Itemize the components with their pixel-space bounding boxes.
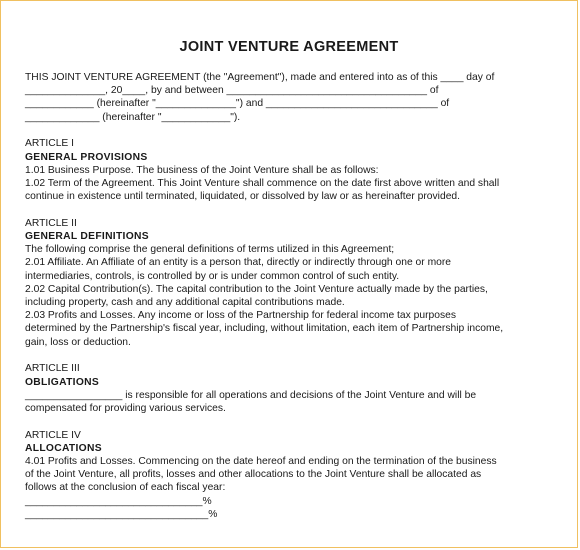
article-heading: OBLIGATIONS [25,376,100,388]
article-number: ARTICLE II [25,217,77,229]
article-1 [25,137,553,203]
article-line: continue in existence until terminated, liquidated, or dissolved by law or as hereinafter provided. [25,191,461,203]
article-2 [25,217,553,349]
article-line: of the Joint Venture, all profits, losses and other allocations to the Joint Venture shall be allocated as [25,469,482,481]
allocation-blank: _______________________________% [25,495,212,507]
article-3 [25,362,553,415]
intro-line: ____________ (hereinafter "______________") and ______________________________ of [25,98,450,110]
article-4 [25,429,553,521]
intro-line: ______________, 20____, by and between ___________________________________ of [25,85,439,97]
article-line: 1.02 Term of the Agreement. This Joint Venture shall commence on the date first above written and shall [25,177,500,189]
article-line: 2.03 Profits and Losses. Any income or loss of the Partnership for federal income tax purposes [25,310,456,322]
article-heading: GENERAL PROVISIONS [25,151,148,163]
article-number: ARTICLE III [25,363,80,375]
article-number: ARTICLE IV [25,429,81,441]
intro-paragraph [25,71,553,124]
article-line: 2.01 Affiliate. An Affiliate of an entity is a person that, directly or indirectly through one or more [25,257,452,269]
article-heading: ALLOCATIONS [25,442,102,454]
article-line: _________________ is responsible for all operations and decisions of the Joint Venture and will be [25,389,477,401]
intro-line: _____________ (hereinafter "____________"). [25,111,241,123]
article-line: including property, cash and any additional capital contributions made. [25,297,345,309]
article-line: 1.01 Business Purpose. The business of the Joint Venture shall be as follows: [25,164,379,176]
article-line: gain, loss or deduction. [25,336,131,348]
article-line: intermediaries, controls, is controlled by or is under common control of such entity. [25,270,400,282]
article-line: follows at the conclusion of each fiscal year: [25,482,226,494]
intro-line: THIS JOINT VENTURE AGREEMENT (the "Agreement"), made and entered into as of this ____ day of [25,72,495,83]
article-heading: GENERAL DEFINITIONS [25,231,149,243]
document-title: JOINT VENTURE AGREEMENT [179,39,399,55]
article-line: determined by the Partnership's fiscal year, including, without limitation, each item of Partnership income, [25,323,504,335]
article-line: compensated for providing various services. [25,402,226,414]
article-number: ARTICLE I [25,138,75,150]
allocation-blank: ________________________________% [25,508,218,520]
article-line: The following comprise the general definitions of terms utilized in this Agreement; [25,244,395,256]
article-line: 2.02 Capital Contribution(s). The capital contribution to the Joint Venture actually made by the parties, [25,283,488,295]
article-line: 4.01 Profits and Losses. Commencing on the date hereof and ending on the termination of the business [25,456,497,468]
